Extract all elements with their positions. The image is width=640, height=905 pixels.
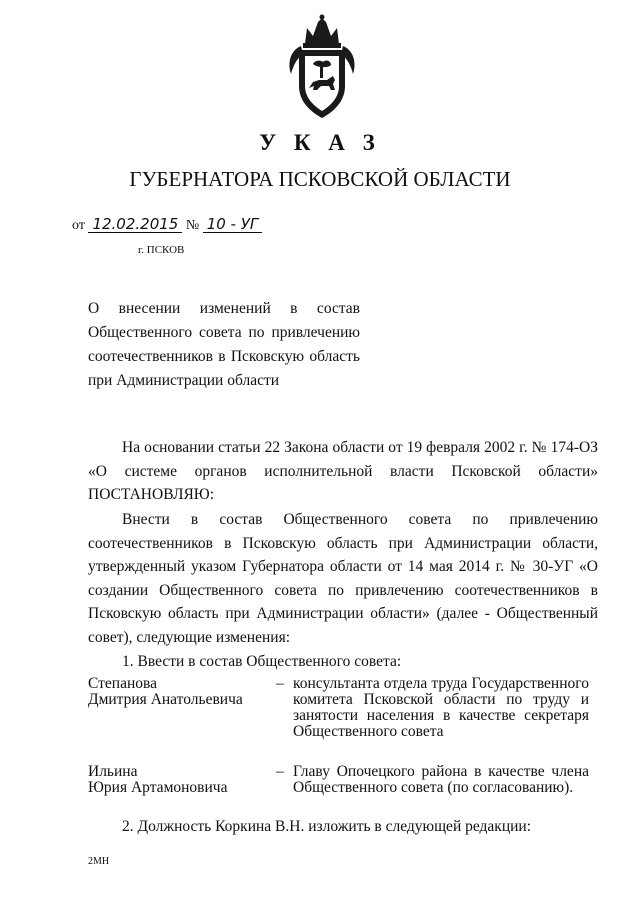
member-name: Степанова Дмитрия Анатольевича	[88, 675, 243, 708]
number-label: №	[185, 218, 200, 233]
member-dash: –	[276, 675, 284, 692]
pskov-coat-of-arms-icon	[283, 14, 361, 120]
member-name: Ильина Юрия Артамоновича	[88, 763, 228, 796]
paragraph-item-2: 2. Должность Коркина В.Н. изложить в следующей редакции:	[122, 818, 532, 835]
member-role: консультанта отдела труда Государственного комитета Псковской области по труду и занятости населения в качестве секретаря Общественного совета	[293, 675, 589, 740]
member-dash: –	[276, 763, 284, 780]
member-role: Главу Опочецкого района в качестве члена Общественного совета (по согласованию).	[293, 763, 589, 796]
paragraph-item-1: 1. Ввести в состав Общественного совета:	[122, 653, 402, 670]
decree-date: 12.02.2015	[88, 216, 182, 233]
decree-subject: О внесении изменений в состав Общественного совета по привлечению соотечественников в Псковскую область при Администрации области	[88, 300, 360, 389]
from-label: от	[72, 218, 85, 233]
document-title: У К А З	[259, 130, 381, 155]
paragraph-basis: На основании статьи 22 Закона области от 19 февраля 2002 г. № 174-ОЗ «О системе органов исполнительной власти Псковской области» ПОСТАНОВЛЯЮ:	[88, 439, 598, 503]
date-line	[72, 216, 262, 234]
paragraph-changes: Внести в состав Общественного совета по привлечению соотечественников в Псковскую область при Администрации области, утвержденный указом Губернатора области от 14 мая 2014 г. № 30-УГ «О создании Общественного совета по привлечению соотечественников в Псковскую область при Администрации области» (далее - Общественный совет), следующие изменения:	[88, 511, 598, 646]
decree-number: 10 - УГ	[203, 216, 263, 233]
city-label: г. ПСКОВ	[138, 244, 185, 256]
footer-code: 2МН	[88, 856, 110, 867]
document-subtitle: ГУБЕРНАТОРА ПСКОВСКОЙ ОБЛАСТИ	[129, 167, 511, 191]
